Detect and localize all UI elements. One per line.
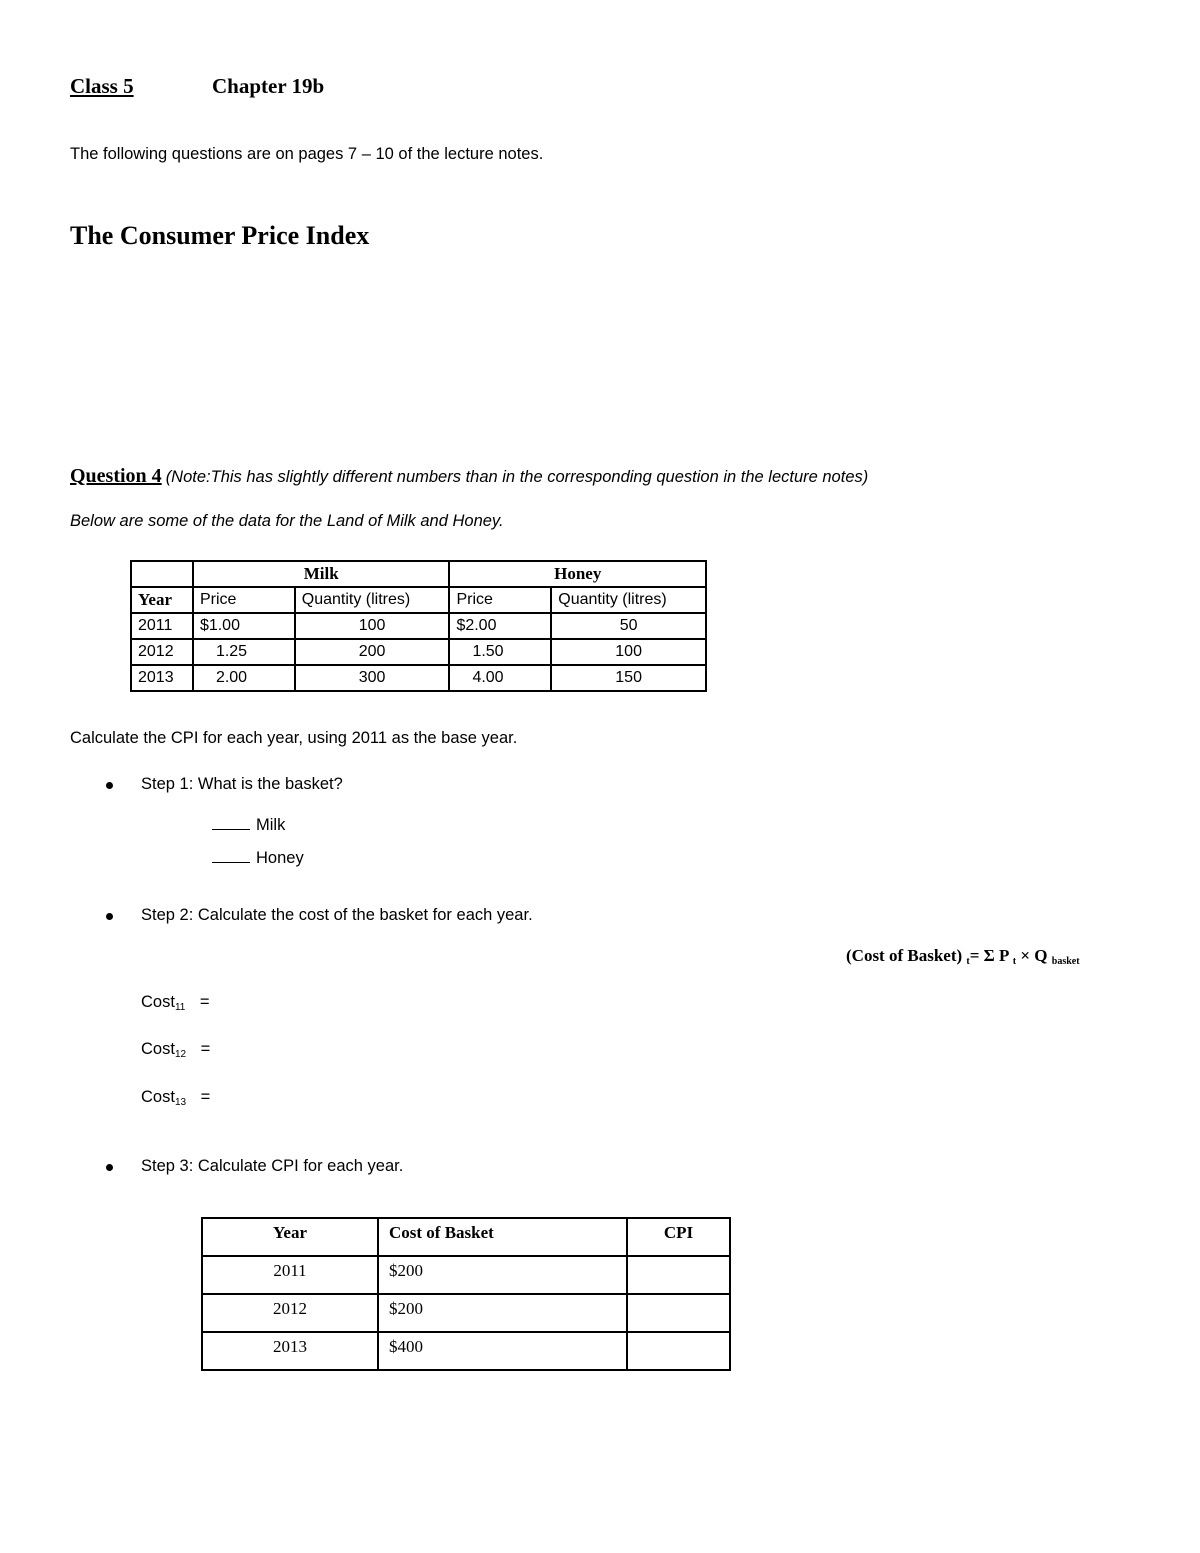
year-cell: 2011 bbox=[131, 613, 193, 639]
year-cell: 2013 bbox=[131, 665, 193, 691]
cpi-answer-cell[interactable] bbox=[627, 1256, 730, 1294]
question-line bbox=[70, 465, 868, 488]
cost-cell: $200 bbox=[378, 1256, 627, 1294]
cost-subscript: 12 bbox=[174, 1049, 187, 1060]
honey-quantity-cell: 50 bbox=[551, 613, 706, 639]
year-cell: 2013 bbox=[202, 1332, 378, 1370]
cost-label: Cost bbox=[141, 993, 175, 1011]
class-label: Class 5 bbox=[70, 74, 134, 98]
column-header-milk-price: Price bbox=[193, 587, 295, 613]
formula-subscript: t bbox=[1012, 956, 1017, 967]
cost-12-line bbox=[141, 1040, 210, 1060]
milk-honey-data-table bbox=[130, 560, 707, 692]
basket-item-label: Milk bbox=[256, 816, 286, 834]
question-note: (Note:This has slightly different numbers than in the corresponding question in the lecture notes) bbox=[165, 468, 869, 486]
bullet-icon bbox=[106, 782, 113, 789]
honey-price-cell: $2.00 bbox=[449, 613, 551, 639]
column-header-honey-quantity: Quantity (litres) bbox=[551, 587, 706, 613]
cpi-answer-cell[interactable] bbox=[627, 1294, 730, 1332]
step3-text: Step 3: Calculate CPI for each year. bbox=[141, 1157, 404, 1175]
cost-subscript: 13 bbox=[174, 1097, 187, 1108]
table-row bbox=[131, 665, 706, 691]
column-header-milk-quantity: Quantity (litres) bbox=[295, 587, 450, 613]
empty-header-cell bbox=[131, 561, 193, 587]
cost-13-line bbox=[141, 1088, 210, 1108]
question-label: Question 4 bbox=[70, 465, 162, 487]
cost-formula bbox=[846, 946, 1080, 967]
chapter-label: Chapter 19b bbox=[212, 74, 325, 98]
cpi-header-row bbox=[202, 1218, 730, 1256]
table-group-header-row bbox=[131, 561, 706, 587]
milk-quantity-cell: 100 bbox=[295, 613, 450, 639]
formula-subscript: t bbox=[966, 956, 970, 967]
step1-text: Step 1: What is the basket? bbox=[141, 775, 343, 793]
cost-cell: $400 bbox=[378, 1332, 627, 1370]
intro-text: The following questions are on pages 7 – 10 of the lecture notes. bbox=[70, 145, 544, 163]
equals-sign: = bbox=[200, 1040, 211, 1058]
milk-price-cell: 1.25 bbox=[193, 639, 295, 665]
table-row bbox=[131, 613, 706, 639]
cpi-table bbox=[201, 1217, 731, 1371]
formula-times: × Q bbox=[1020, 946, 1048, 965]
cost-cell: $200 bbox=[378, 1294, 627, 1332]
milk-price-cell: $1.00 bbox=[193, 613, 295, 639]
step2-text: Step 2: Calculate the cost of the basket for each year. bbox=[141, 906, 533, 924]
column-header-year: Year bbox=[131, 587, 193, 613]
honey-quantity-cell: 100 bbox=[551, 639, 706, 665]
equals-sign: = bbox=[199, 993, 210, 1011]
group-header-honey: Honey bbox=[449, 561, 706, 587]
data-intro: Below are some of the data for the Land of Milk and Honey. bbox=[70, 512, 504, 530]
answer-blank[interactable] bbox=[212, 848, 250, 863]
year-cell: 2012 bbox=[202, 1294, 378, 1332]
honey-quantity-cell: 150 bbox=[551, 665, 706, 691]
table-row bbox=[131, 639, 706, 665]
table-row bbox=[202, 1332, 730, 1370]
cost-11-line bbox=[141, 993, 210, 1013]
column-header-cost: Cost of Basket bbox=[378, 1218, 627, 1256]
honey-price-cell: 1.50 bbox=[449, 639, 551, 665]
section-title: The Consumer Price Index bbox=[70, 221, 370, 250]
milk-price-cell: 2.00 bbox=[193, 665, 295, 691]
bullet-icon bbox=[106, 1164, 113, 1171]
answer-blank[interactable] bbox=[212, 815, 250, 830]
column-header-honey-price: Price bbox=[449, 587, 551, 613]
formula-subscript: basket bbox=[1051, 956, 1080, 967]
column-header-year: Year bbox=[202, 1218, 378, 1256]
group-header-milk: Milk bbox=[193, 561, 450, 587]
formula-lhs: (Cost of Basket) bbox=[846, 946, 963, 965]
table-row bbox=[202, 1256, 730, 1294]
year-cell: 2011 bbox=[202, 1256, 378, 1294]
table-column-header-row bbox=[131, 587, 706, 613]
instruction-text: Calculate the CPI for each year, using 2011 as the base year. bbox=[70, 729, 518, 747]
cost-label: Cost bbox=[141, 1088, 175, 1106]
column-header-cpi: CPI bbox=[627, 1218, 730, 1256]
year-cell: 2012 bbox=[131, 639, 193, 665]
basket-item-milk bbox=[212, 815, 285, 835]
equals-sign: = bbox=[200, 1088, 211, 1106]
cpi-answer-cell[interactable] bbox=[627, 1332, 730, 1370]
basket-item-honey bbox=[212, 848, 304, 868]
bullet-icon bbox=[106, 913, 113, 920]
honey-price-cell: 4.00 bbox=[449, 665, 551, 691]
cost-label: Cost bbox=[141, 1040, 175, 1058]
milk-quantity-cell: 300 bbox=[295, 665, 450, 691]
basket-item-label: Honey bbox=[256, 849, 304, 867]
formula-sum: = Σ P bbox=[969, 946, 1009, 965]
milk-quantity-cell: 200 bbox=[295, 639, 450, 665]
cost-subscript: 11 bbox=[174, 1002, 186, 1013]
table-row bbox=[202, 1294, 730, 1332]
